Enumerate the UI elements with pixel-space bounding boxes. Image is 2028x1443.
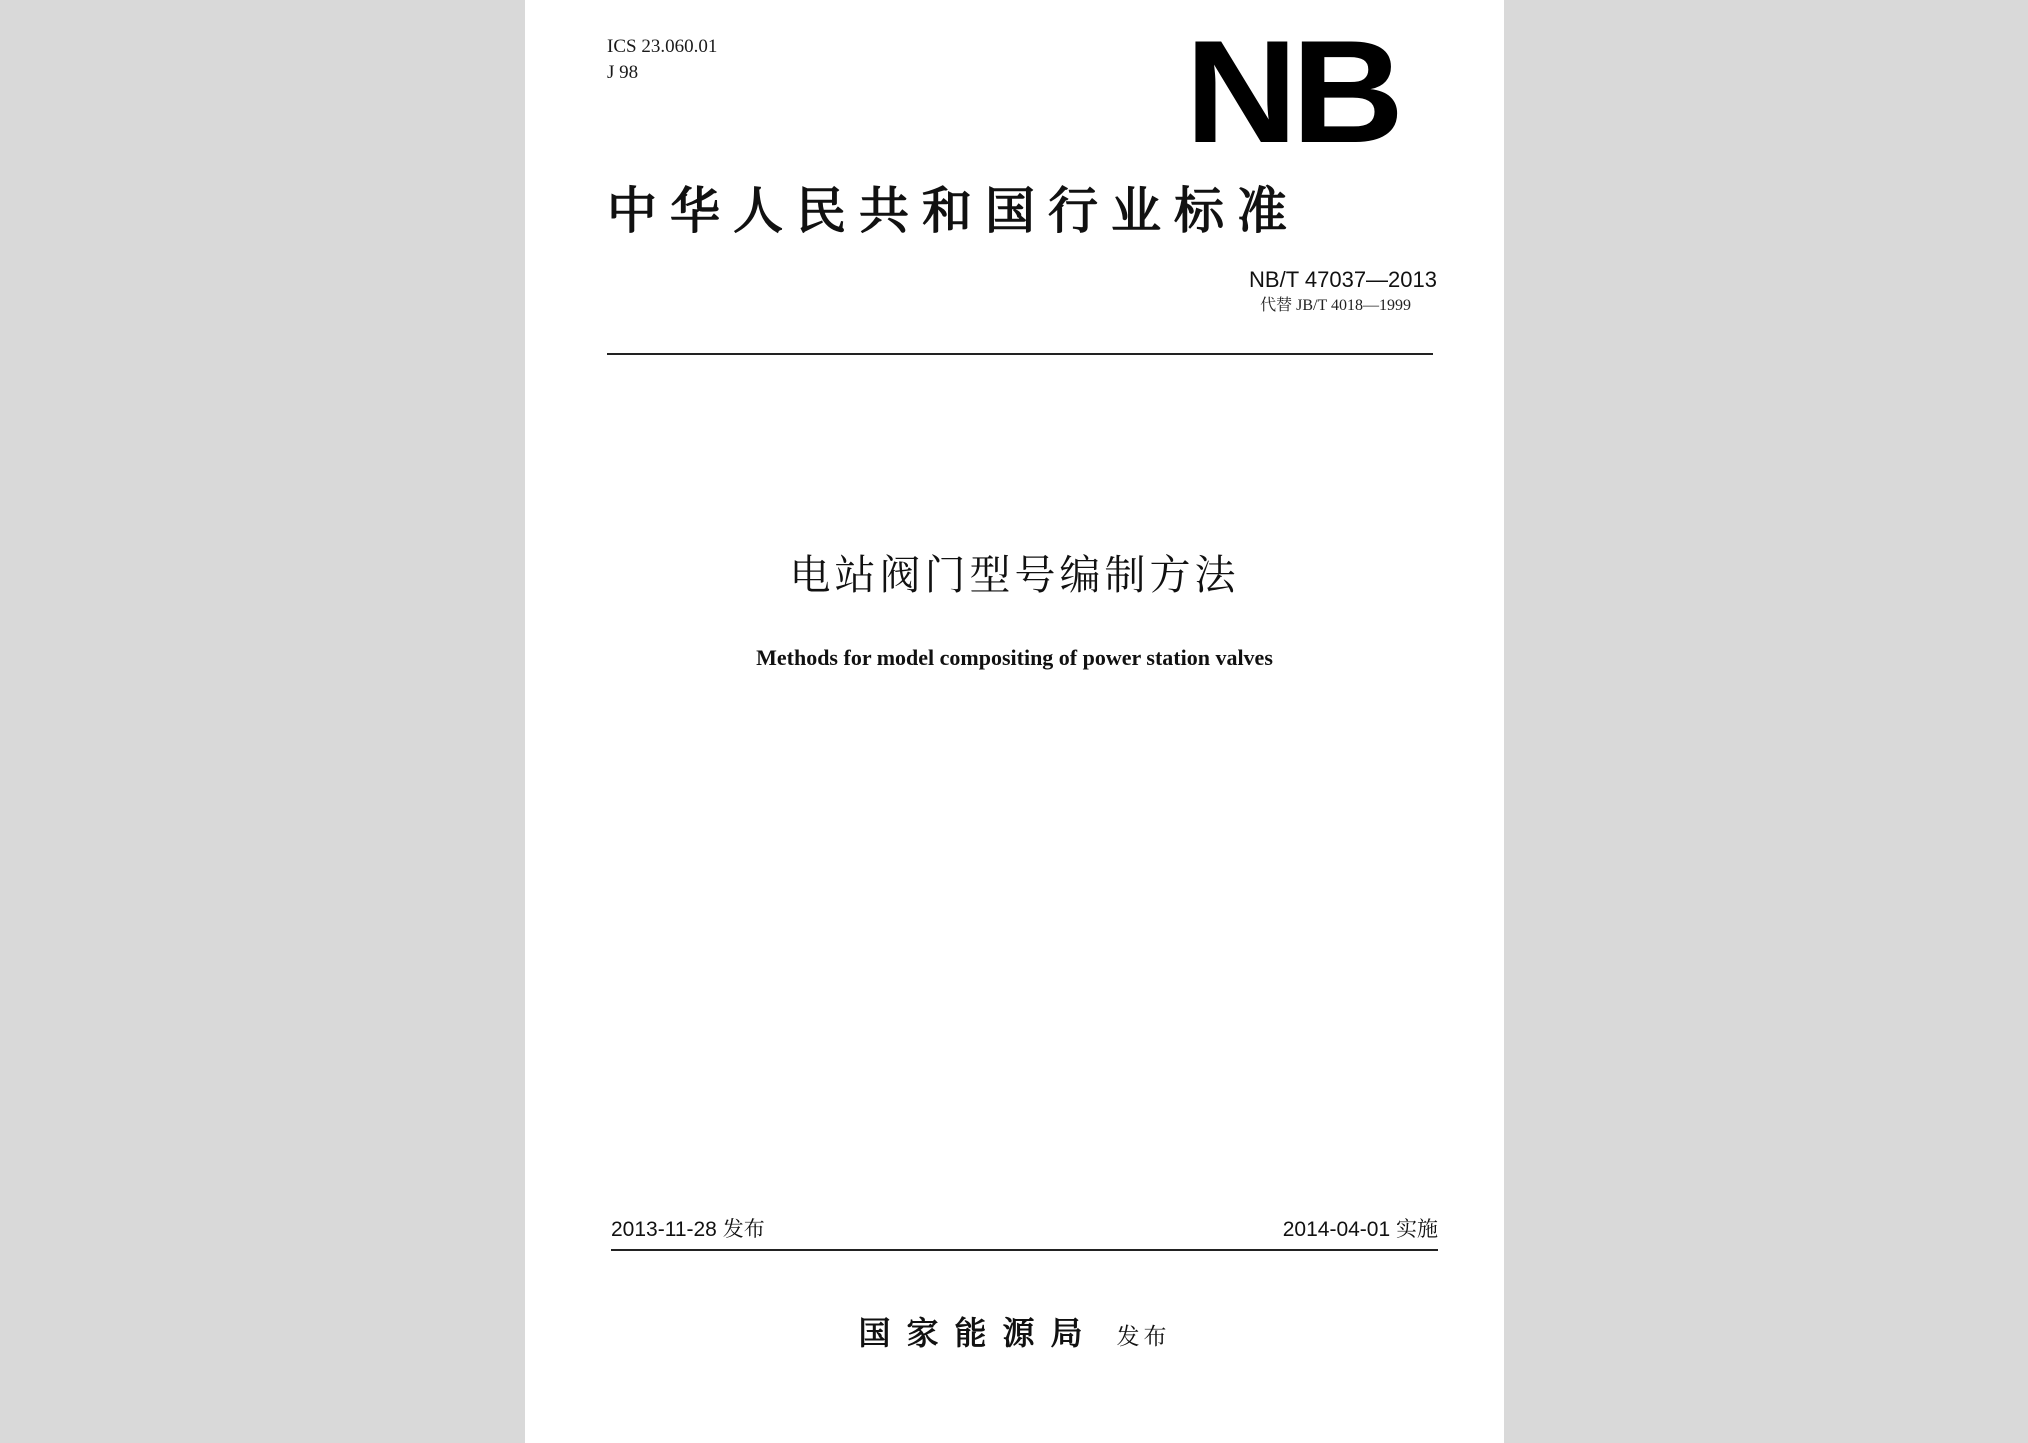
ics-code: ICS 23.060.01 — [607, 36, 718, 57]
classification-codes — [607, 34, 717, 86]
publisher — [525, 1311, 1504, 1359]
standard-title: 中华人民共和国行业标准 — [607, 181, 1300, 240]
nb-logo: NB — [1185, 10, 1398, 173]
issue-date: 2013-11-28 发布 — [611, 1218, 765, 1241]
document-title-en: Methods for model compositing of power station valves — [756, 645, 1273, 670]
publisher-suffix: 发布 — [1116, 1324, 1171, 1350]
publisher-name: 国家能源局 — [858, 1314, 1099, 1352]
standard-number: NB/T 47037—2013 — [1249, 267, 1437, 292]
replaces-standard: 代替 JB/T 4018—1999 — [1260, 297, 1411, 314]
document-title-cn: 电站阀门型号编制方法 — [789, 551, 1240, 599]
footer-divider — [611, 1249, 1438, 1251]
header-divider — [607, 353, 1433, 355]
category-code: J 98 — [607, 62, 639, 83]
implementation-date: 2014-04-01 实施 — [1282, 1218, 1438, 1241]
document-page — [525, 0, 1504, 1443]
